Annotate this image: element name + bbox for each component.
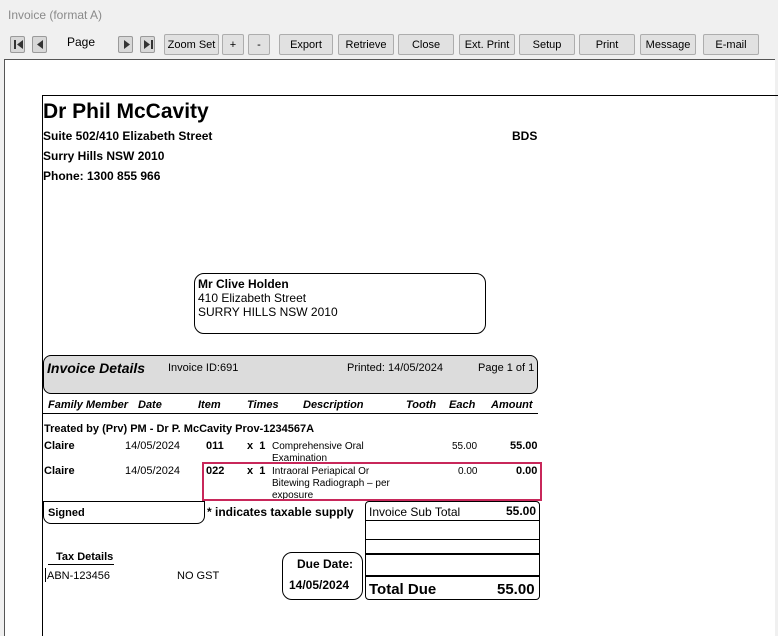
col-date: Date: [138, 399, 162, 411]
invoice-details-title: Invoice Details: [47, 360, 146, 376]
email-button[interactable]: E-mail: [703, 34, 759, 55]
practice-name: Dr Phil McCavity: [43, 100, 209, 123]
total-due-value: 55.00: [497, 581, 535, 598]
setup-button[interactable]: Setup: [519, 34, 575, 55]
row-member: Claire: [44, 440, 75, 452]
preview-area[interactable]: [4, 59, 775, 636]
prev-page-icon: [36, 40, 45, 49]
row-date: 14/05/2024: [125, 465, 181, 477]
row-date: 14/05/2024: [125, 440, 181, 452]
row-member: Claire: [44, 465, 75, 477]
patient-address1: 410 Elizabeth Street: [198, 291, 307, 305]
export-button[interactable]: Export: [279, 34, 333, 55]
invoice-details-header: [43, 355, 538, 394]
row-desc-line1: Intraoral Periapical Or: [272, 466, 370, 477]
totals-divider: [366, 539, 539, 540]
row-times: x 1: [247, 465, 266, 477]
row-times: x 1: [247, 440, 266, 452]
row-desc-line1: Comprehensive Oral: [272, 441, 364, 452]
abn-number: ABN-123456: [47, 570, 110, 582]
col-family-member: Family Member: [48, 399, 129, 411]
title-bar: [0, 0, 778, 30]
practice-phone: Phone: 1300 855 966: [43, 169, 161, 183]
invoice-id: Invoice ID:691: [168, 362, 239, 374]
subtotal-label: Invoice Sub Total: [369, 505, 461, 519]
invoice-page: [42, 95, 778, 636]
due-date-box: [282, 552, 363, 600]
last-page-icon: [144, 40, 153, 49]
ext-print-button[interactable]: Ext. Print: [459, 34, 515, 55]
row-desc-line2: Bitewing Radiograph – per: [272, 478, 390, 489]
header-divider: [43, 413, 538, 414]
signed-box: [43, 501, 205, 524]
due-date-value: 14/05/2024: [289, 578, 350, 592]
window-title: Invoice (format A): [8, 8, 103, 22]
totals-divider: [366, 520, 539, 521]
col-item: Item: [198, 399, 221, 411]
total-due-label: Total Due: [369, 581, 437, 598]
due-date-label: Due Date:: [297, 557, 354, 571]
subtotal-value: 55.00: [506, 504, 537, 518]
gst-status: NO GST: [177, 570, 220, 582]
col-amount: Amount: [491, 399, 533, 411]
retrieve-button[interactable]: Retrieve: [338, 34, 394, 55]
patient-address-box: [194, 273, 486, 334]
practice-code: BDS: [512, 129, 538, 143]
row-desc-line2: Examination: [272, 453, 328, 464]
row-each: 55.00: [452, 441, 478, 452]
patient-name: Mr Clive Holden: [198, 277, 289, 291]
next-page-button[interactable]: [118, 36, 133, 53]
practice-address1: Suite 502/410 Elizabeth Street: [43, 129, 213, 143]
col-description: Description: [303, 399, 364, 411]
first-page-button[interactable]: [10, 36, 25, 53]
zoom-set-button[interactable]: Zoom Set: [164, 34, 219, 55]
row-amount: 0.00: [516, 465, 538, 477]
printed-date: Printed: 14/05/2024: [347, 362, 444, 374]
page-label: Page: [67, 35, 96, 49]
page-count: Page 1 of 1: [478, 362, 535, 374]
patient-address2: SURRY HILLS NSW 2010: [198, 305, 338, 319]
taxable-note: * indicates taxable supply: [207, 505, 354, 519]
message-button[interactable]: Message: [640, 34, 696, 55]
col-each: Each: [449, 399, 476, 411]
col-tooth: Tooth: [406, 399, 437, 411]
row-amount: 55.00: [510, 440, 538, 452]
first-page-icon: [14, 40, 23, 49]
last-page-button[interactable]: [140, 36, 155, 53]
print-button[interactable]: Print: [579, 34, 635, 55]
totals-divider: [366, 553, 539, 555]
totals-divider: [366, 575, 539, 577]
row-each: 0.00: [458, 466, 478, 477]
zoom-out-button[interactable]: -: [248, 34, 270, 55]
abn-field-marker: [45, 568, 46, 582]
next-page-icon: [122, 40, 131, 49]
tax-details-label: Tax Details: [56, 551, 114, 563]
close-button[interactable]: Close: [398, 34, 454, 55]
signed-label: Signed: [48, 507, 85, 519]
row-item: 022: [206, 465, 225, 477]
toolbar: [0, 30, 778, 58]
zoom-in-button[interactable]: +: [222, 34, 244, 55]
selected-row-highlight: [202, 462, 542, 501]
practice-address2: Surry Hills NSW 2010: [43, 149, 165, 163]
totals-box: [365, 501, 540, 600]
col-times: Times: [247, 399, 279, 411]
tax-details-underline: [48, 564, 114, 565]
prev-page-button[interactable]: [32, 36, 47, 53]
treated-by: Treated by (Prv) PM - Dr P. McCavity Prov-1234567A: [44, 423, 315, 435]
row-desc-line3: exposure: [272, 490, 314, 501]
row-item: 011: [206, 440, 224, 452]
